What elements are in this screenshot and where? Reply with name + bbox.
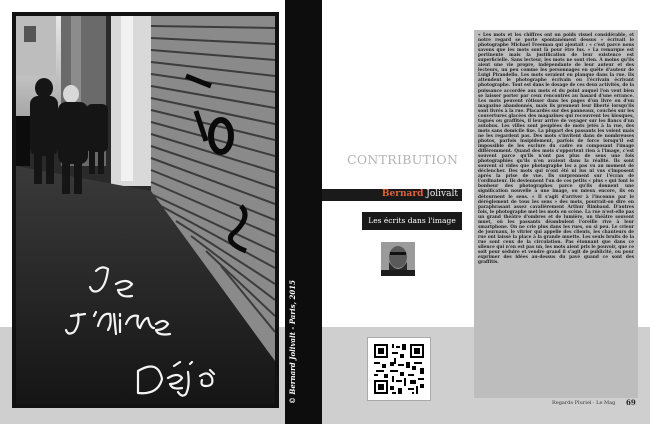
footer-magazine-name: Regards Pluriel · Le Mag	[552, 400, 616, 406]
author-first-name: Bernard	[381, 189, 424, 199]
author-last-name: Jolivalt	[426, 189, 458, 199]
page-number: 69	[626, 398, 636, 407]
photo-credit: © Bernard Jolivalt - Paris, 2015	[288, 280, 297, 404]
article-title: Les écrits dans l'image	[362, 212, 462, 230]
qr-code[interactable]	[367, 337, 431, 401]
street-photo	[16, 16, 275, 404]
article-column	[474, 30, 638, 398]
author-bar	[322, 189, 462, 201]
author-portrait	[381, 242, 415, 276]
author-name	[382, 188, 458, 200]
article-body: « Les mots et les chiffres ont un poids visuel considérable, et notre regard se porte spontanément dessus » écrivait le photographe Michael Freeman qui ajoutait : « c'est parce nous savons que les mots sont là pour être lus. » La remarque est pertinente mais la justification de leur existence est superficielle. Sans lecteur, les mots ne sont rien. À moins qu'ils aient une vie propre, indépendante de leur auteur et des lecteurs, un peu comme les personnages en quête d'auteur de Luigi Pirandello. Les mots seraient en planque dans la rue. Ils attendent le photographe écrivain ou l'écrivain écrivant photographe. Tout est dans le dosage de ces deux activités, de la puissance accordée aux mots et du point auquel l'on veut bien se laisser porter par ceux rencontrés au hasard d'une errance. Les mots peuvent rôtisser dans les pages d'un livre ou d'un magazine abandonnés, mais ils prennent leur liberté lorsqu'ils sont livrés à la rue. Placardés sur des panneaux, couchés sur les couvertures glacées des magazines qui recouvrent les kiosques, tagués ou graffités, il leur arrive de voyager sur les flancs d'un autobus. Les villes sont peuplées de mots jetés à la rue, des mots sans domicile fixe. La plupart des passants les voient mais ne les regardent pas. Des mots s'invitent dans de nombreuses photos, parfois insipidement, parfois de force lorsqu'il est impossible de les exclure du cadre en composant l'image différemment. Quand des mots s'opportent rien à l'image, c'est souvent parce qu'ils n'ont pas plus de sens une fois photographiés qu'ils n'en avaient dans la réalité. Ils sont souvent si vides que photographe les a pas vu au moment de déclencher. Des mots qui n'ont été ni lus ni vus s'imposent après la prise de vue. Ils surprennent sur l'écran de l'ordinateur. Ils deviennent l'un de ces petits « plus » qui font le bonheur des photographes parce qu'ils donnent une signification nouvelle à une image, ou mieux encore, ils en détournent le sens. « Il s'agit d'arriver à l'inconnu par le dérèglement de tous les sens » des mots, pourrait-on dire en paraphrasant assez cavalièrement Arthur Rimbaud. D'autres fois, le photographe met les mots en scène. La rue n'est-elle pas un grand théâtre d'ombres et de lumière, un théâtre souvent muet, où les passants déambulent l'oreille rive à leur smartphone. On ne crie plus dans les rues, ou si peu. Le crieur de journaux, le vitrier qui appelle des clients, les chanteurs de rue ont laissé la place à la grande muette. Les seuls bruits de la rue sont ceux de la circulation. Pas étonnant que dans ce silence qui n'en est pas un, les mots aient pris le pouvoir, que ce soit pour séduire et vendre grand il s'agit de publicité, ou pour exprimer des idées au-dessus du pavé quand ce sont des graffitis.	[478, 33, 634, 266]
section-title: CONTRIBUTION	[347, 152, 459, 167]
